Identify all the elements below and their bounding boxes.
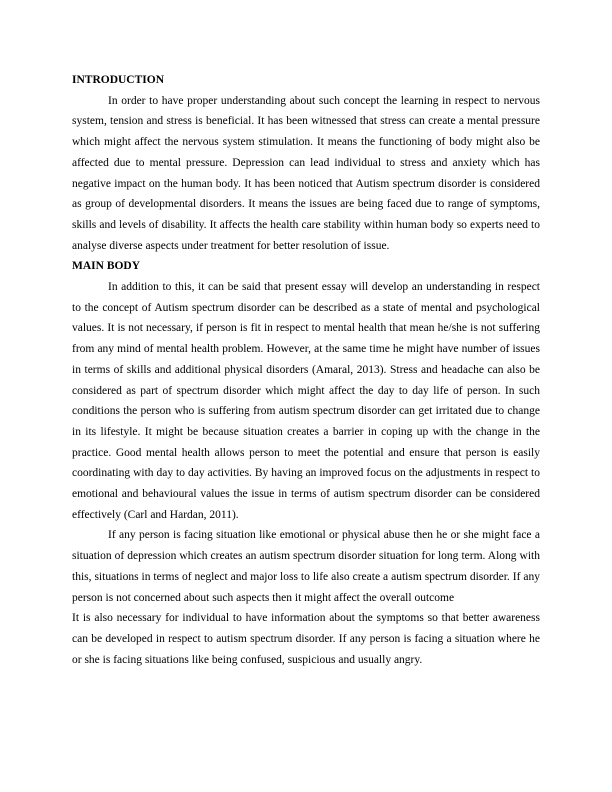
main-body-paragraph-3: It is also necessary for individual to have information about the symptoms so that better awareness can be developed in respect to autism spectrum disorder. If any person is facing a situation where he or she is facing situations like being confused, suspicious and usually angry. [72, 612, 540, 666]
section-heading-introduction: INTRODUCTION [72, 74, 165, 86]
introduction-paragraph: In order to have proper understanding about such concept the learning in respect to nervous system, tension and stress is beneficial. It has been witnessed that stress can create a mental pressure which might affect the nervous system stimulation. It means the functioning of body might also be affected due to mental pressure. Depression can lead individual to stress and anxiety which has negative impact on the human body. It has been noticed that Autism spectrum disorder is considered as group of developmental disorders. It means the issues are being faced due to range of symptoms, skills and levels of disability. It affects the health care stability within human body so experts need to analyse diverse aspects under treatment for better resolution of issue. [72, 94, 540, 252]
main-body-paragraph-2: If any person is facing situation like emotional or physical abuse then he or she might face a situation of depression which creates an autism spectrum disorder situation for long term. Along with this, situations in terms of neglect and major loss to life also create a autism spectrum disorder. If any person is not concerned about such aspects then it might affect the overall outcome [72, 529, 540, 604]
document-page [72, 70, 540, 670]
main-body-paragraph-1: In addition to this, it can be said that present essay will develop an understanding in respect to the concept of Autism spectrum disorder can be described as a state of mental and psychological values. It is not necessary, if person is fit in respect to mental health that mean he/she is not suffering from any mind of mental health problem. However, at the same time he might have number of issues in terms of skills and additional physical disorders (Amaral, 2013). Stress and headache can also be considered as part of spectrum disorder which might affect the day to day life of person. In such conditions the person who is suffering from autism spectrum disorder can get irritated due to change in its lifestyle. It might be because situation creates a barrier in coping up with the change in the practice. Good mental health allows person to meet the potential and ensure that person is easily coordinating with day to day activities. By having an improved focus on the adjustments in respect to emotional and behavioural values the issue in terms of autism spectrum disorder can be considered effectively (Carl and Hardan, 2011). [72, 281, 540, 521]
section-heading-main-body: MAIN BODY [72, 260, 141, 273]
